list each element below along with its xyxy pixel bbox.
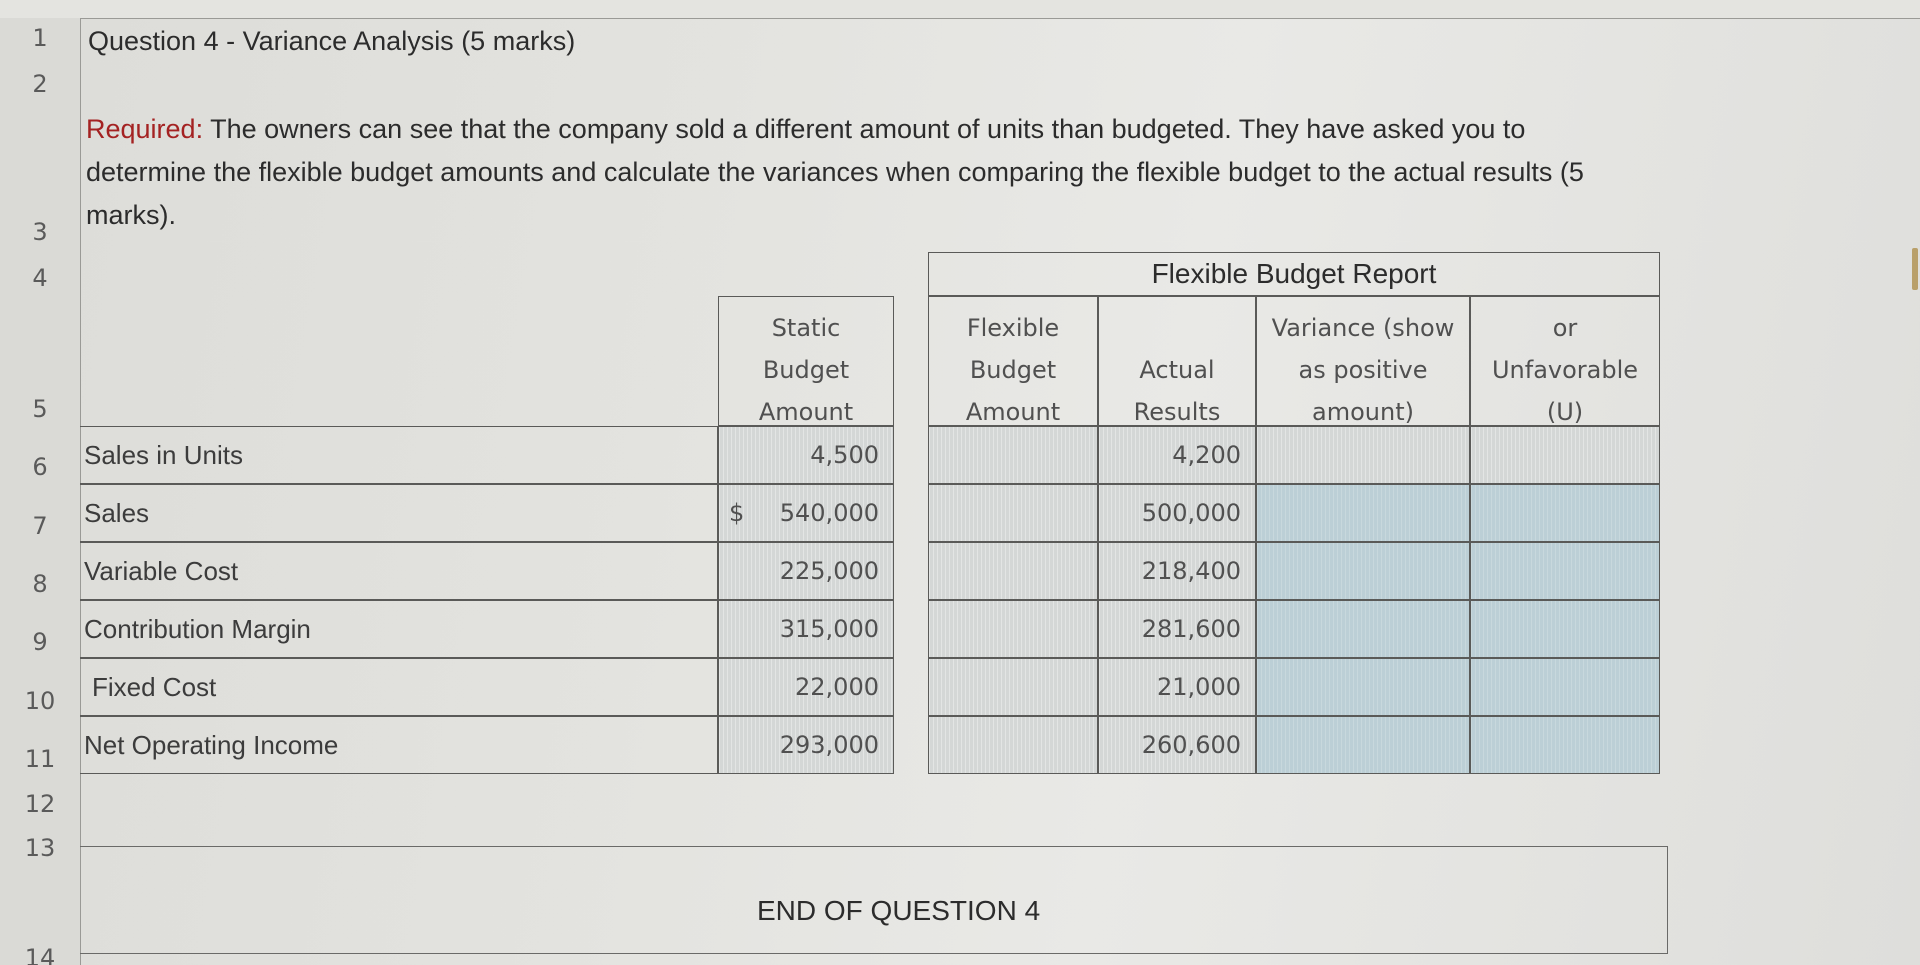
row-number[interactable]: 6 [32, 453, 48, 481]
header-line: Static [771, 314, 841, 342]
header-line: Budget [762, 356, 850, 384]
row-number[interactable]: 5 [32, 395, 48, 423]
flexible-budget-input[interactable] [928, 484, 1098, 542]
static-value: 22,000 [795, 673, 879, 701]
static-value-cell[interactable] [718, 426, 894, 484]
static-value: 4,500 [810, 441, 879, 469]
static-value: 540,000 [779, 499, 879, 527]
header-line: Budget [969, 356, 1057, 384]
row-label-variable-cost[interactable]: Variable Cost [80, 542, 718, 600]
actual-result-value: 21,000 [1157, 673, 1241, 701]
header-line: Amount [758, 398, 854, 426]
favorable-unfavorable-input[interactable] [1470, 484, 1660, 542]
static-value-cell[interactable] [718, 716, 894, 774]
variance-input[interactable] [1256, 658, 1470, 716]
actual-result-cell[interactable] [1098, 426, 1256, 484]
flexible-budget-report-title[interactable]: Flexible Budget Report [928, 252, 1660, 296]
static-value-cell[interactable] [718, 658, 894, 716]
static-value-cell[interactable] [718, 600, 894, 658]
flexible-budget-input[interactable] [928, 542, 1098, 600]
header-line: Variance (show [1271, 314, 1455, 342]
favorable-unfavorable-input[interactable] [1470, 542, 1660, 600]
actual-result-cell[interactable] [1098, 542, 1256, 600]
row-label-contribution-margin[interactable]: Contribution Margin [80, 600, 718, 658]
favorable-unfavorable-header[interactable] [1470, 296, 1660, 426]
variance-input[interactable] [1256, 716, 1470, 774]
favorable-unfavorable-input[interactable] [1470, 658, 1660, 716]
favorable-unfavorable-input[interactable] [1470, 426, 1660, 484]
header-line: (U) [1546, 398, 1584, 426]
row-number[interactable]: 14 [24, 944, 56, 965]
end-of-question-text: END OF QUESTION 4 [757, 895, 1041, 926]
variance-input[interactable] [1256, 484, 1470, 542]
row-number[interactable]: 2 [32, 70, 48, 98]
row-label-fixed-cost[interactable]: Fixed Cost [80, 658, 718, 716]
variance-input[interactable] [1256, 426, 1470, 484]
static-value: 225,000 [779, 557, 879, 585]
row-number[interactable]: 3 [32, 218, 48, 246]
actual-result-value: 281,600 [1141, 615, 1241, 643]
row-number[interactable]: 7 [32, 512, 48, 540]
actual-result-cell[interactable] [1098, 716, 1256, 774]
required-paragraph[interactable] [86, 108, 1586, 237]
actual-results-header[interactable] [1098, 296, 1256, 426]
row-number[interactable]: 9 [32, 628, 48, 656]
variance-input[interactable] [1256, 542, 1470, 600]
row-number[interactable]: 1 [32, 24, 48, 52]
static-budget-header[interactable] [718, 296, 894, 426]
question-title[interactable]: Question 4 - Variance Analysis (5 marks) [88, 26, 576, 56]
actual-result-cell[interactable] [1098, 484, 1256, 542]
row-number[interactable]: 10 [24, 687, 56, 715]
required-label: Required: [86, 114, 204, 144]
flexible-budget-header[interactable] [928, 296, 1098, 426]
window-edge-marker [1912, 248, 1918, 290]
row-number[interactable]: 12 [24, 790, 56, 818]
header-line: Unfavorable [1491, 356, 1639, 384]
variance-header[interactable] [1256, 296, 1470, 426]
flexible-budget-input[interactable] [928, 716, 1098, 774]
header-line: Actual [1139, 356, 1215, 384]
flexible-budget-input[interactable] [928, 600, 1098, 658]
static-value-cell[interactable] [718, 484, 894, 542]
row-number[interactable]: 11 [24, 745, 56, 773]
row-number[interactable]: 4 [32, 264, 48, 292]
static-value-cell[interactable] [718, 542, 894, 600]
static-value: 293,000 [779, 731, 879, 759]
actual-result-cell[interactable] [1098, 658, 1256, 716]
actual-result-value: 500,000 [1141, 499, 1241, 527]
header-line: Results [1133, 398, 1221, 426]
row-number[interactable]: 13 [24, 834, 56, 862]
column-header-strip [0, 0, 1920, 19]
variance-input[interactable] [1256, 600, 1470, 658]
favorable-unfavorable-input[interactable] [1470, 716, 1660, 774]
actual-result-value: 218,400 [1141, 557, 1241, 585]
favorable-unfavorable-input[interactable] [1470, 600, 1660, 658]
header-line: or [1552, 314, 1578, 342]
header-line: Flexible [966, 314, 1060, 342]
actual-result-cell[interactable] [1098, 600, 1256, 658]
actual-result-value: 260,600 [1141, 731, 1241, 759]
row-label-sales-units[interactable]: Sales in Units [80, 426, 718, 484]
flexible-budget-input[interactable] [928, 426, 1098, 484]
required-text: The owners can see that the company sold a different amount of units than budgeted. They have asked you to determine the flexible budget amounts and calculate the variances when comparing the flexible budget to the actual results (5 marks). [86, 114, 1584, 230]
actual-result-value: 4,200 [1172, 441, 1241, 469]
currency-symbol: $ [729, 499, 745, 527]
header-line: amount) [1312, 398, 1414, 426]
static-value: 315,000 [779, 615, 879, 643]
header-line: Amount [965, 398, 1061, 426]
row-label-sales[interactable]: Sales [80, 484, 718, 542]
row-number-gutter [0, 18, 81, 965]
row-number[interactable]: 8 [32, 570, 48, 598]
header-line: as positive [1298, 356, 1428, 384]
flexible-budget-input[interactable] [928, 658, 1098, 716]
row-label-net-operating-income[interactable]: Net Operating Income [80, 716, 718, 774]
